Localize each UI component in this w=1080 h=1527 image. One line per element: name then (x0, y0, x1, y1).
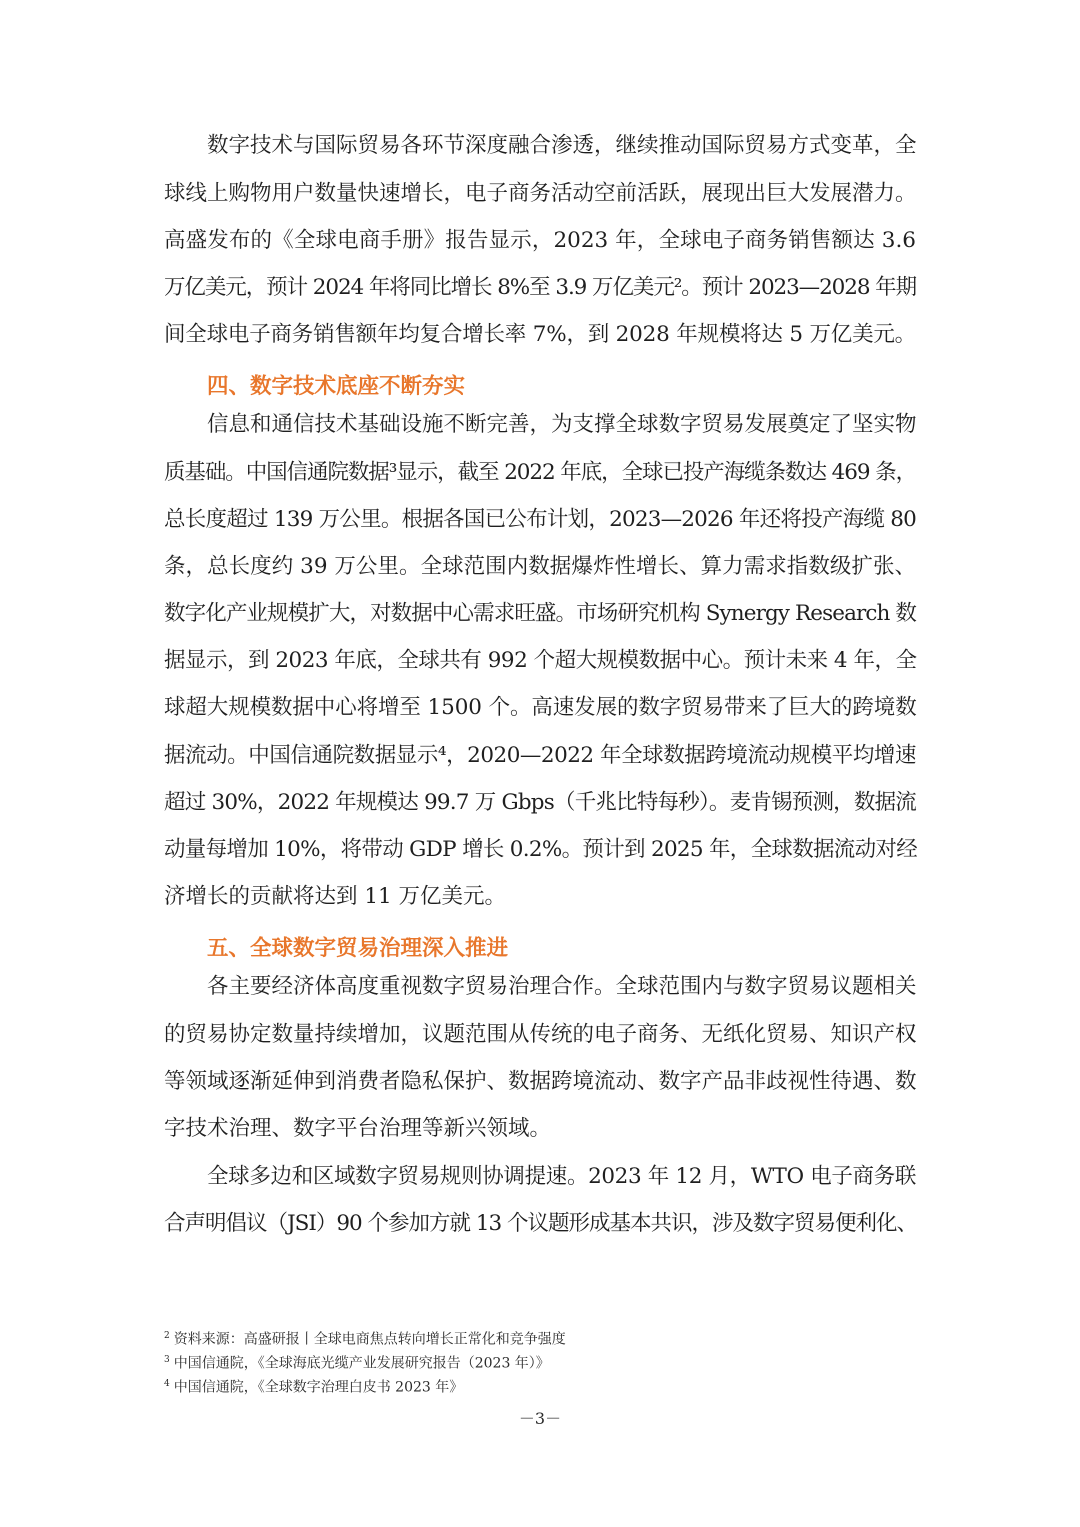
text-line: 据流动。中国信通院数据显示⁴，2020—2022 年全球数据跨境流动规模平均增速 (164, 743, 916, 768)
text-line: 等领域逐渐延伸到消费者隐私保护、数据跨境流动、数字产品非歧视性待遇、数 (164, 1069, 917, 1094)
page-number: －3－ (518, 1409, 562, 1428)
text-line: 条，总长度约 39 万公里。全球范围内数据爆炸性增长、算力需求指数级扩张、 (164, 554, 916, 579)
text-line: 合声明倡议（JSI）90 个参加方就 13 个议题形成基本共识，涉及数字贸易便利化、 (164, 1211, 918, 1236)
footnote-mark: 4 (164, 1379, 170, 1389)
footnote-3 (164, 1350, 550, 1374)
text-line: 万亿美元，预计 2024 年将同比增长 8%至 3.9 万亿美元²。预计 2023—2028 年期 (164, 275, 916, 300)
footnote-text: 中国信通院，《全球数字治理白皮书 2023 年》 (173, 1379, 464, 1396)
text-line: 信息和通信技术基础设施不断完善，为支撑全球数字贸易发展奠定了坚实物 (207, 412, 917, 437)
footnote-text: 中国信通院，《全球海底光缆产业发展研究报告（2023 年）》 (173, 1355, 550, 1372)
text-line: 数字技术与国际贸易各环节深度融合渗透，继续推动国际贸易方式变革，全 (207, 133, 917, 158)
footnote-mark: 3 (164, 1355, 170, 1365)
text-line: 间全球电子商务销售额年均复合增长率 7%，到 2028 年规模将达 5 万亿美元。 (164, 322, 916, 347)
text-line: 总长度超过 139 万公里。根据各国已公布计划，2023—2026 年还将投产海缆 80 (164, 507, 916, 532)
text-line: 各主要经济体高度重视数字贸易治理合作。全球范围内与数字贸易议题相关 (207, 974, 917, 999)
section-heading-5: 五、全球数字贸易治理深入推进 (207, 936, 509, 961)
text-line: 济增长的贡献将达到 11 万亿美元。 (164, 884, 507, 909)
text-line: 球超大规模数据中心将增至 1500 个。高速发展的数字贸易带来了巨大的跨境数 (164, 695, 917, 720)
text-line: 质基础。中国信通院数据³显示，截至 2022 年底，全球已投产海缆条数达 469 条， (164, 460, 916, 485)
footnote-2 (164, 1326, 566, 1350)
section-heading-4: 四、数字技术底座不断夯实 (207, 374, 466, 399)
text-line: 动量每增加 10%，将带动 GDP 增长 0.2%。预计到 2025 年，全球数据流动对经 (164, 837, 918, 862)
text-line: 的贸易协定数量持续增加，议题范围从传统的电子商务、无纸化贸易、知识产权 (164, 1022, 917, 1047)
text-line: 字技术治理、数字平台治理等新兴领域。 (164, 1116, 552, 1141)
footnote-4 (164, 1374, 463, 1398)
footnote-mark: 2 (164, 1331, 170, 1341)
text-line: 超过 30%，2022 年规模达 99.7 万 Gbps（千兆比特每秒）。麦肯锡预测，数据流 (164, 790, 916, 815)
footnote-text: 资料来源：高盛研报丨全球电商焦点转向增长正常化和竞争强度 (173, 1331, 566, 1348)
text-line: 全球多边和区域数字贸易规则协调提速。2023 年 12 月，WTO 电子商务联 (207, 1164, 916, 1189)
text-line: 球线上购物用户数量快速增长，电子商务活动空前活跃，展现出巨大发展潜力。 (164, 181, 917, 206)
text-line: 高盛发布的《全球电商手册》报告显示，2023 年，全球电子商务销售额达 3.6 (164, 228, 916, 253)
text-line: 据显示，到 2023 年底，全球共有 992 个超大规模数据中心。预计未来 4 年，全 (164, 648, 917, 673)
text-line: 数字化产业规模扩大，对数据中心需求旺盛。市场研究机构 Synergy Research 数 (164, 601, 916, 626)
